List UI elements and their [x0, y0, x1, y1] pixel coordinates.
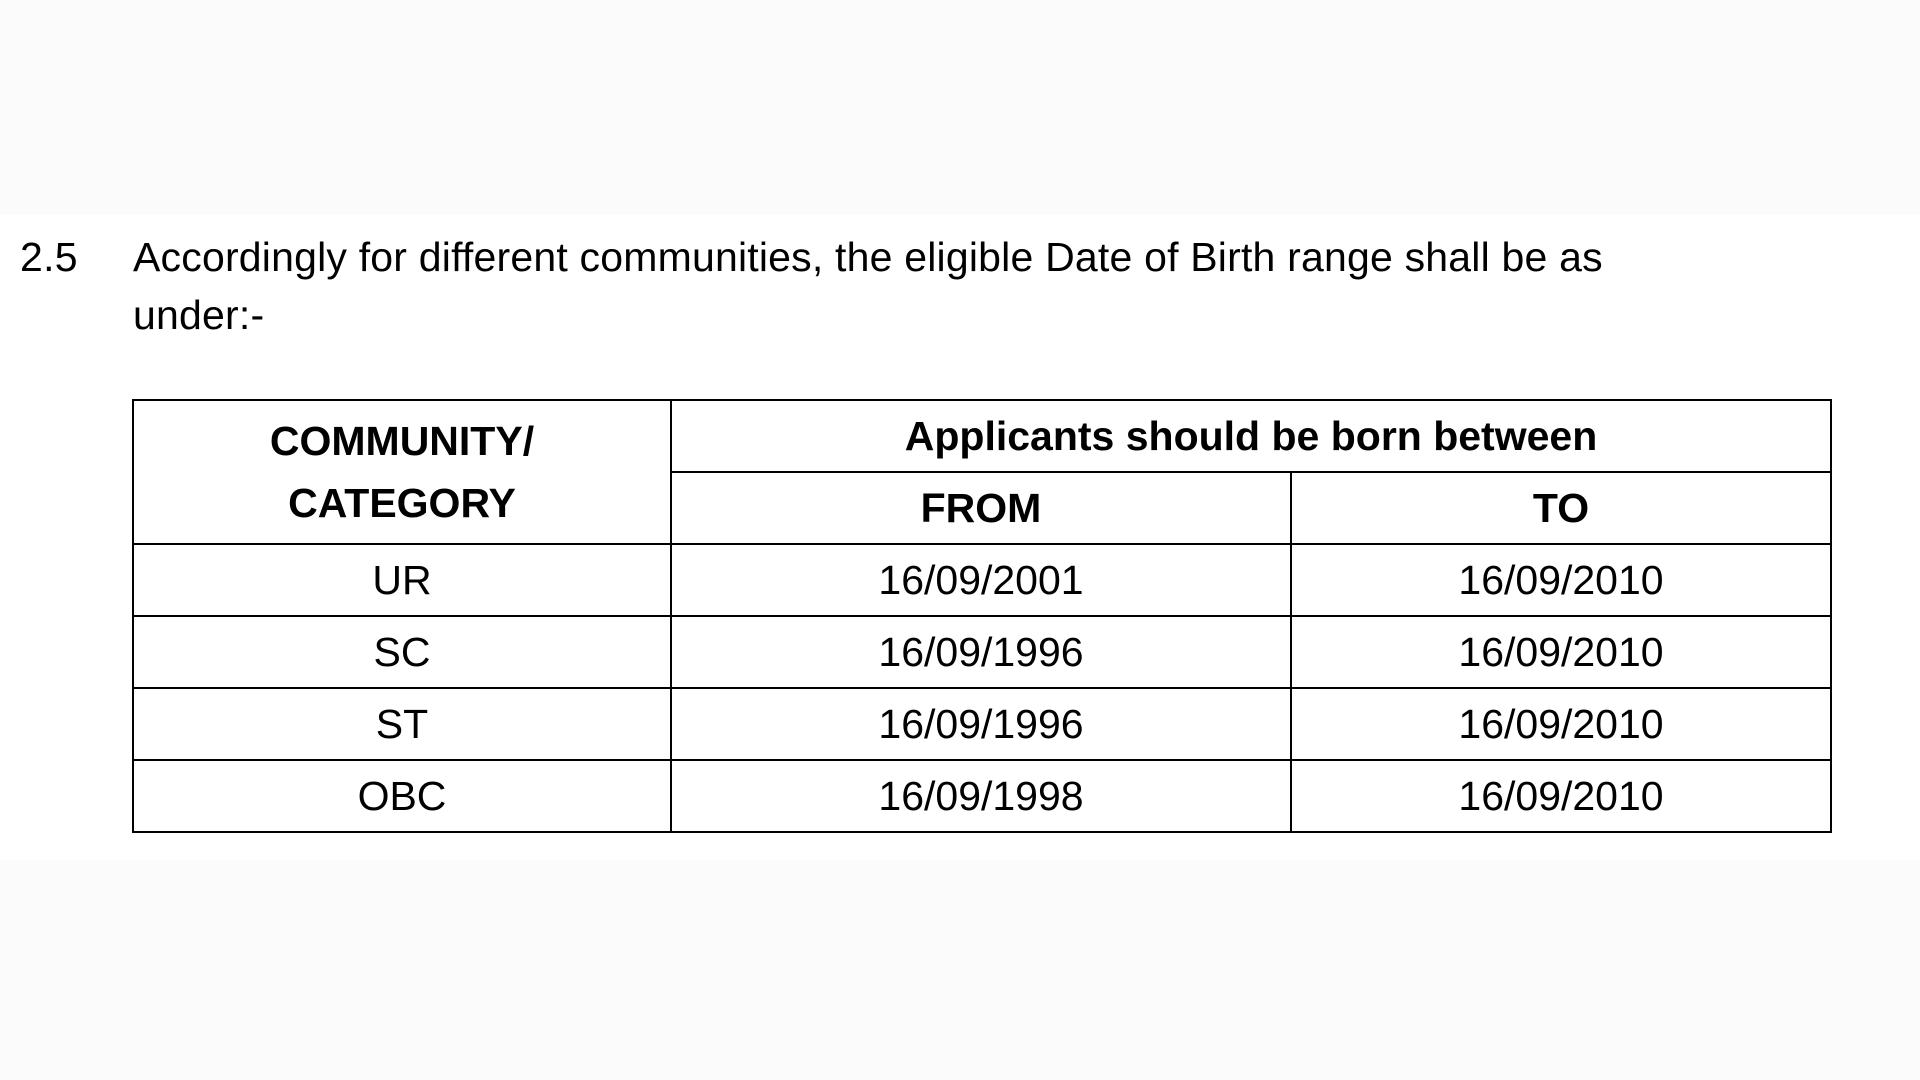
top-margin	[0, 0, 1920, 215]
table-header-row	[133, 400, 1831, 472]
cell-from: 16/09/1998	[671, 760, 1291, 832]
cell-to: 16/09/2010	[1291, 688, 1831, 760]
table-row	[133, 544, 1831, 616]
cell-from: 16/09/1996	[671, 616, 1291, 688]
cell-to: 16/09/2010	[1291, 544, 1831, 616]
cell-to: 16/09/2010	[1291, 760, 1831, 832]
header-community-line-1: COMMUNITY/	[269, 418, 535, 464]
clause-text-line-2: under:-	[133, 292, 265, 338]
table-row	[133, 760, 1831, 832]
clause-number: 2.5	[20, 234, 78, 280]
cell-category: ST	[133, 688, 671, 760]
header-to: TO	[1291, 472, 1831, 544]
cell-category: OBC	[133, 760, 671, 832]
clause-text-line-1: Accordingly for different communities, the eligible Date of Birth range shall be as	[133, 234, 1603, 280]
cell-from: 16/09/2001	[671, 544, 1291, 616]
cell-category: UR	[133, 544, 671, 616]
cell-category: SC	[133, 616, 671, 688]
cell-to: 16/09/2010	[1291, 616, 1831, 688]
clause-text	[133, 228, 1783, 344]
table-row	[133, 688, 1831, 760]
table-row	[133, 616, 1831, 688]
header-community-line-2: CATEGORY	[288, 480, 516, 526]
dob-range-table	[132, 399, 1832, 833]
cell-from: 16/09/1996	[671, 688, 1291, 760]
header-from: FROM	[671, 472, 1291, 544]
bottom-margin	[0, 860, 1920, 1080]
header-born-between: Applicants should be born between	[671, 400, 1831, 472]
header-community-category	[133, 400, 671, 544]
